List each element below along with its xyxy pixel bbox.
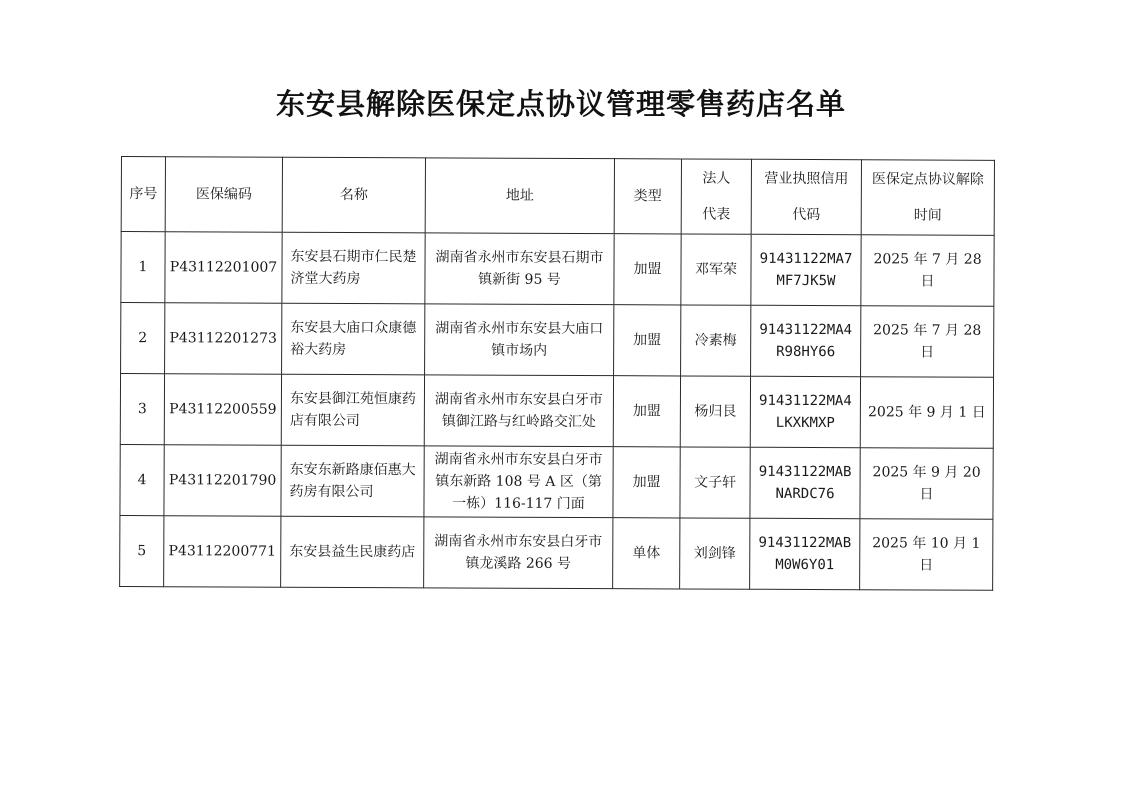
row-type: 加盟 <box>614 234 681 305</box>
header-credit <box>751 159 861 234</box>
row-address: 湖南省永州市东安县白牙市镇御江路与红岭路交汇处 <box>424 375 613 447</box>
pharmacy-list-table <box>119 156 995 591</box>
row-rep: 冷素梅 <box>681 305 751 376</box>
row-address: 湖南省永州市东安县大庙口镇市场内 <box>425 304 614 376</box>
row-credit: 91431122MABM0W6Y01 <box>750 518 860 589</box>
header-date-line1: 医保定点协议解除 <box>871 171 984 188</box>
row-credit: 91431122MABNARDC76 <box>750 447 860 518</box>
table-row <box>120 515 993 590</box>
header-name: 名称 <box>282 157 425 233</box>
row-type: 加盟 <box>614 305 681 376</box>
table-row <box>120 374 993 449</box>
table-header-row <box>121 157 994 236</box>
header-code: 医保编码 <box>165 157 282 233</box>
row-address: 湖南省永州市东安县白牙市镇东新路 108 号 A 区（第一栋）116-117 门面 <box>424 446 613 518</box>
row-date: 2025 年 9 月 1 日 <box>860 377 993 449</box>
row-name: 东安县石期市仁民楚济堂大药房 <box>282 232 425 304</box>
row-credit: 91431122MA4LKXKMXP <box>750 376 860 447</box>
header-rep-line2: 代表 <box>702 206 731 223</box>
header-rep-line1: 法人 <box>702 170 731 187</box>
row-rep: 刘剑锋 <box>680 518 750 589</box>
row-type: 加盟 <box>613 447 680 518</box>
row-credit: 91431122MA7MF7JK5W <box>751 234 861 305</box>
header-date-line2: 时间 <box>913 207 942 224</box>
header-type: 类型 <box>614 159 681 234</box>
row-code: P43112200559 <box>164 374 281 446</box>
row-index: 5 <box>120 515 164 586</box>
row-rep: 杨归艮 <box>680 376 750 447</box>
row-date: 2025 年 9 月 20 日 <box>860 448 993 520</box>
table-row <box>121 232 994 307</box>
row-index: 2 <box>121 303 165 374</box>
row-code: P43112200771 <box>164 516 281 588</box>
row-date: 2025 年 10 月 1 日 <box>860 519 993 591</box>
row-type: 单体 <box>613 518 680 589</box>
row-name: 东安县益生民康药店 <box>281 516 424 588</box>
header-credit-line1: 营业执照信用 <box>764 170 849 188</box>
page-title: 东安县解除医保定点协议管理零售药店名单 <box>275 87 846 121</box>
row-index: 3 <box>120 374 164 445</box>
row-name: 东安县御江苑恒康药店有限公司 <box>281 374 424 446</box>
row-name: 东安东新路康佰惠大药房有限公司 <box>281 445 424 517</box>
row-date: 2025 年 7 月 28 日 <box>861 306 994 378</box>
row-index: 1 <box>121 232 165 303</box>
row-code: P43112201273 <box>165 303 282 375</box>
table-row <box>120 444 993 519</box>
header-address: 地址 <box>425 158 614 234</box>
row-date: 2025 年 7 月 28 日 <box>861 235 994 307</box>
row-address: 湖南省永州市东安县白牙市镇龙溪路 266 号 <box>424 517 613 589</box>
row-address: 湖南省永州市东安县石期市镇新街 95 号 <box>425 233 614 305</box>
row-code: P43112201007 <box>165 232 282 304</box>
header-index: 序号 <box>121 157 165 232</box>
header-date <box>861 160 994 236</box>
header-rep <box>681 159 751 234</box>
header-credit-line2: 代码 <box>792 206 821 224</box>
row-rep: 文子轩 <box>680 447 750 518</box>
row-index: 4 <box>120 444 164 515</box>
row-code: P43112201790 <box>164 445 281 517</box>
row-credit: 91431122MA4R98HY66 <box>751 305 861 376</box>
table-row <box>121 303 994 378</box>
row-type: 加盟 <box>613 376 680 447</box>
row-rep: 邓军荣 <box>681 234 751 305</box>
row-name: 东安县大庙口众康德裕大药房 <box>282 303 425 375</box>
